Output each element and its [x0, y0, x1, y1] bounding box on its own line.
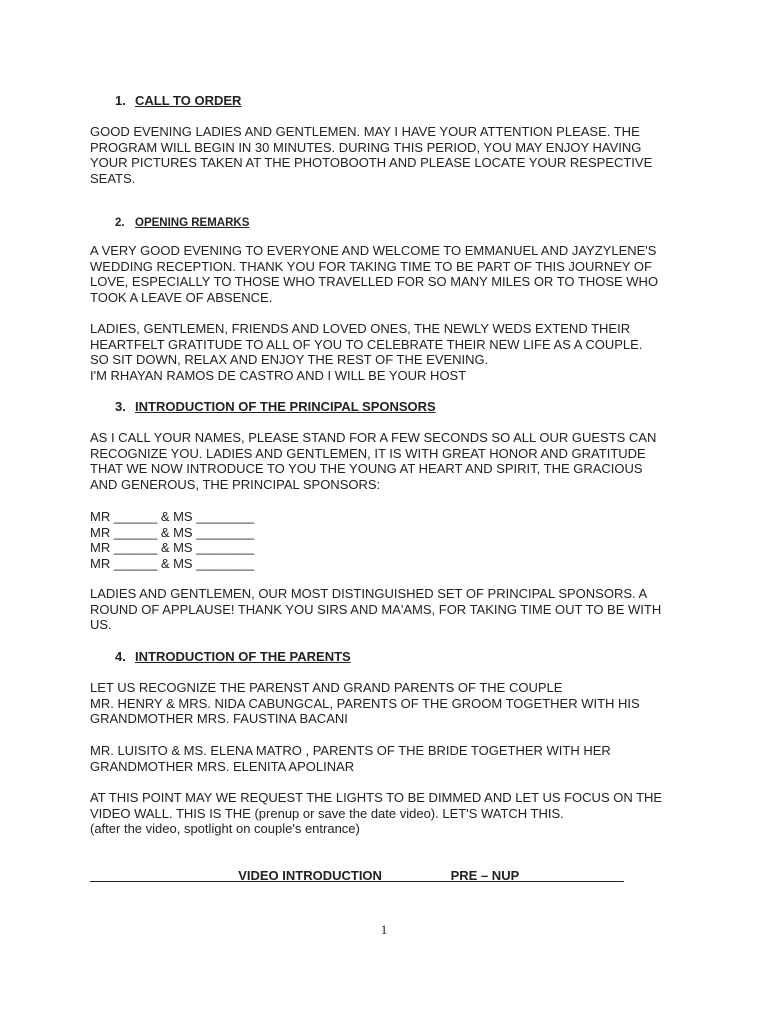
text-line: MR. HENRY & MRS. NIDA CABUNGCAL, PARENTS OF THE GROOM TOGETHER WITH HIS — [90, 695, 640, 711]
paragraph — [90, 586, 690, 633]
text-line: LADIES AND GENTLEMEN, OUR MOST DISTINGUISHED SET OF PRINCIPAL SPONSORS. A — [90, 586, 648, 601]
text-line: AND GENEROUS, THE PRINCIPAL SPONSORS: — [90, 477, 381, 493]
text-line: GOOD EVENING LADIES AND GENTLEMEN. MAY I HAVE YOUR ATTENTION PLEASE. THE — [90, 124, 640, 139]
text-line: AT THIS POINT MAY WE REQUEST THE LIGHTS TO BE DIMMED AND LET US FOCUS ON THE — [90, 790, 663, 805]
section-number: 1. — [115, 93, 126, 108]
video-introduction-line: ____________________ VIDEO INTRODUCTION _________PRE – NUP ______________ — [90, 868, 624, 883]
text-line: YOUR PICTURES TAKEN AT THE PHOTOBOOTH AND PLEASE LOCATE YOUR RESPECTIVE — [90, 155, 653, 171]
text-line: HEARTFELT GRATITUDE TO ALL OF YOU TO CELEBRATE THEIR NEW LIFE AS A COUPLE. — [90, 336, 643, 352]
text-line: SEATS. — [90, 171, 136, 187]
text-line: A VERY GOOD EVENING TO EVERYONE AND WELCOME TO EMMANUEL AND JAYZYLENE'S — [90, 243, 657, 258]
section-number: 3. — [115, 399, 126, 414]
text-line: PROGRAM WILL BEGIN IN 30 MINUTES. DURING THIS PERIOD, YOU MAY ENJOY HAVING — [90, 139, 642, 155]
sponsor-blank-line: MR ______ & MS ________ — [90, 509, 255, 524]
text-line: I'M RHAYAN RAMOS DE CASTRO AND I WILL BE YOUR HOST — [90, 368, 467, 384]
section-title: INTRODUCTION OF THE PARENTS — [135, 649, 351, 664]
sponsor-blank-list — [90, 509, 690, 572]
section-title: OPENING REMARKS — [135, 217, 250, 229]
paragraph — [90, 124, 690, 187]
section-title: CALL TO ORDER — [135, 93, 242, 108]
sponsor-blank-line: MR ______ & MS ________ — [90, 524, 255, 540]
text-line: MR. LUISITO & MS. ELENA MATRO , PARENTS OF THE BRIDE TOGETHER WITH HER — [90, 743, 611, 758]
sponsor-blank-line: MR ______ & MS ________ — [90, 540, 255, 556]
page-number: 1 — [380, 922, 388, 937]
section-number: 4. — [115, 649, 126, 664]
text-line: WEDDING RECEPTION. THANK YOU FOR TAKING TIME TO BE PART OF THIS JOURNEY OF — [90, 258, 652, 274]
text-line: GRANDMOTHER MRS. ELENITA APOLINAR — [90, 758, 355, 774]
text-line: LADIES, GENTLEMEN, FRIENDS AND LOVED ONES, THE NEWLY WEDS EXTEND THEIR — [90, 321, 631, 336]
section-heading-call-to-order — [115, 93, 241, 109]
paragraph — [90, 321, 690, 384]
paragraph — [90, 680, 690, 727]
paragraph — [90, 790, 690, 837]
text-line: RECOGNIZE YOU. LADIES AND GENTLEMEN, IT IS WITH GREAT HONOR AND GRATITUDE — [90, 445, 646, 461]
sponsor-blank-line: MR ______ & MS ________ — [90, 556, 255, 572]
text-line: TOOK A LEAVE OF ABSENCE. — [90, 290, 273, 306]
text-line: LET US RECOGNIZE THE PARENST AND GRAND PARENTS OF THE COUPLE — [90, 680, 563, 695]
section-heading-parents — [115, 649, 351, 665]
text-line: VIDEO WALL. THIS IS THE (prenup or save the date video). LET'S WATCH THIS. — [90, 805, 564, 821]
section-heading-opening-remarks — [115, 215, 249, 231]
text-line: AS I CALL YOUR NAMES, PLEASE STAND FOR A FEW SECONDS SO ALL OUR GUESTS CAN — [90, 430, 657, 445]
text-line: LOVE, ESPECIALLY TO THOSE WHO TRAVELLED FOR SO MANY MILES OR TO THOSE WHO — [90, 274, 659, 290]
text-line: SO SIT DOWN, RELAX AND ENJOY THE REST OF THE EVENING. — [90, 352, 489, 368]
section-heading-principal-sponsors — [115, 399, 436, 415]
paragraph — [90, 743, 690, 774]
paragraph — [90, 243, 690, 306]
section-number: 2. — [115, 217, 125, 229]
text-line: (after the video, spotlight on couple's entrance) — [90, 821, 360, 837]
text-line: ROUND OF APPLAUSE! THANK YOU SIRS AND MA'AMS, FOR TAKING TIME OUT TO BE WITH — [90, 601, 662, 617]
text-line: THAT WE NOW INTRODUCE TO YOU THE YOUNG AT HEART AND SPIRIT, THE GRACIOUS — [90, 461, 643, 477]
section-title: INTRODUCTION OF THE PRINCIPAL SPONSORS — [135, 399, 436, 414]
text-line: US. — [90, 617, 112, 633]
text-line: GRANDMOTHER MRS. FAUSTINA BACANI — [90, 711, 348, 727]
paragraph — [90, 430, 690, 493]
